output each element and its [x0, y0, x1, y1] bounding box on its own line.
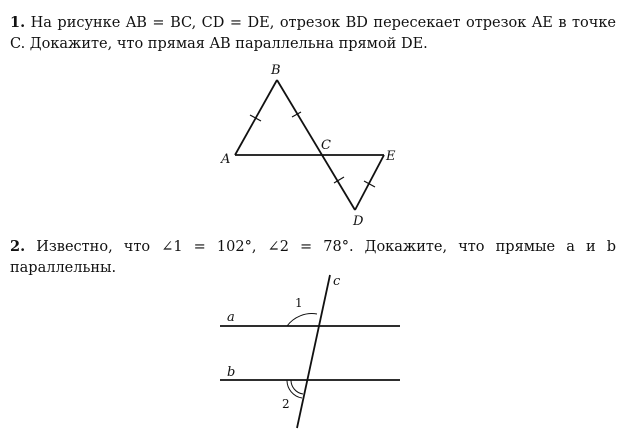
angle-1-arc	[287, 314, 317, 326]
label-angle-2: 2	[282, 397, 290, 411]
label-b-line: b	[227, 365, 236, 380]
problem-2-number: 2.	[10, 238, 26, 255]
label-a: A	[221, 152, 231, 167]
problem-2-statement: Известно, что ∠1 = 102°, ∠2 = 78°. Докажите, что прямые a и b параллельны.	[10, 239, 616, 276]
label-a-line: a	[227, 310, 235, 325]
figure-2-parallel-lines	[220, 274, 400, 428]
label-e: E	[386, 149, 396, 164]
angle-2-arc-inner	[291, 380, 303, 394]
label-angle-1: 1	[295, 296, 303, 310]
problem-2-text	[10, 236, 616, 279]
label-b: B	[271, 63, 281, 78]
problem-1-number: 1.	[10, 14, 26, 31]
segment-bd	[277, 80, 355, 210]
label-c-line: c	[333, 274, 341, 289]
segment-ab	[235, 80, 277, 155]
figure-1-triangles	[220, 63, 396, 229]
segment-ed	[355, 155, 384, 210]
label-d: D	[353, 214, 364, 229]
label-c: C	[321, 138, 331, 153]
problem-1-statement: На рисунке AB = BC, CD = DE, отрезок BD пересекает отрезок AE в точке C. Докажите, что прямая AB параллельна прямой DE.	[10, 15, 616, 52]
